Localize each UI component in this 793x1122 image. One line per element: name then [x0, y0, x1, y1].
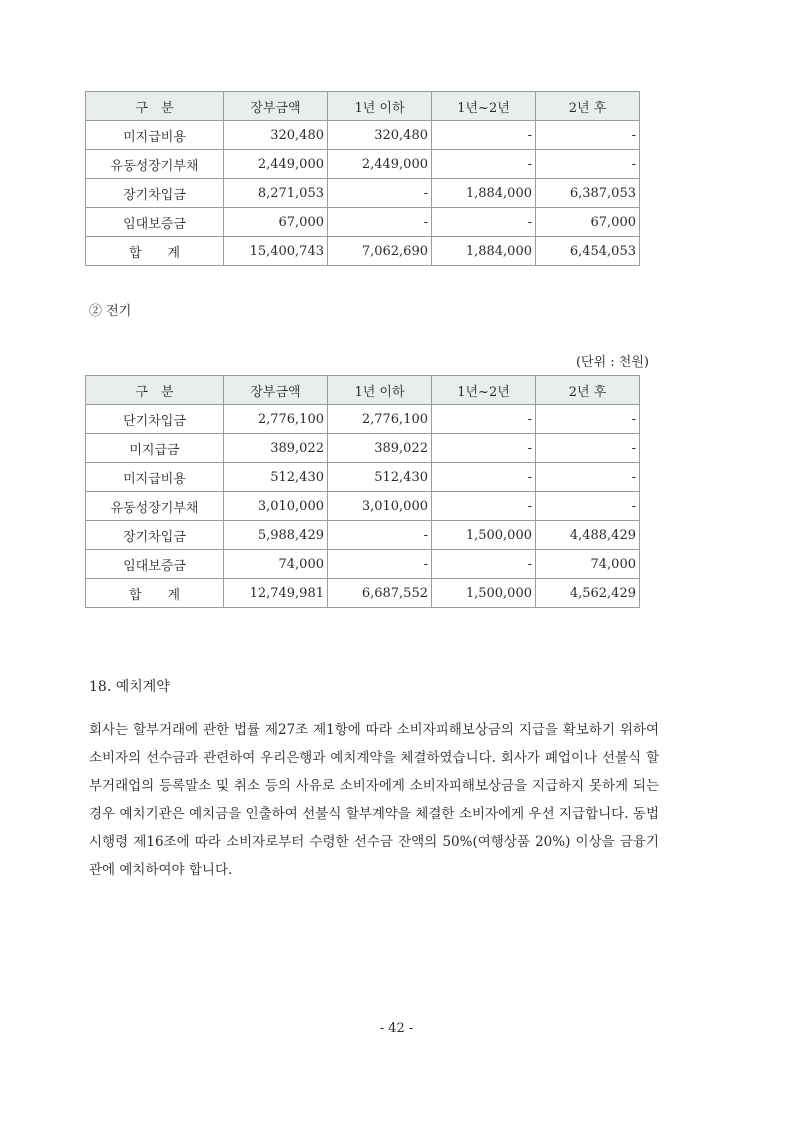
- table-cell: 67,000: [224, 208, 328, 237]
- table-header-row: [86, 92, 640, 121]
- financial-table-prior: [85, 375, 640, 608]
- table-cell: 4,562,429: [536, 579, 640, 608]
- table-cell: -: [536, 150, 640, 179]
- table-row: [86, 208, 640, 237]
- table-cell: 1,884,000: [432, 237, 536, 266]
- table-cell: 3,010,000: [224, 492, 328, 521]
- table-cell: 74,000: [224, 550, 328, 579]
- table-row: [86, 463, 640, 492]
- header-cell: 2년 후: [536, 376, 640, 405]
- table-row: [86, 405, 640, 434]
- row-label: 미지급비용: [86, 463, 224, 492]
- table-cell: -: [432, 550, 536, 579]
- table-cell: -: [432, 463, 536, 492]
- table-cell: -: [432, 405, 536, 434]
- header-cell: 구 분: [86, 92, 224, 121]
- body-paragraph: 회사는 할부거래에 관한 법률 제27조 제1항에 따라 소비자피해보상금의 지급을 확보하기 위하여 소비자의 선수금과 관련하여 우리은행과 예치계약을 체결하였습니다. 회사가 폐업이나 선불식 할부거래업의 등록말소 및 취소 등의 사유로 소비자에게 소비자피해보상금을 지급하지 못하게 되는 경우 예치기관은 예치금을 인출하여 선불식 할부계약을 체결한 소비자에게 우선 지급합니다. 동법 시행령 제16조에 따라 소비자로부터 수령한 선수금 잔액의 50%(여행상품 20%) 이상을 금융기관에 예치하여야 합니다.: [89, 722, 659, 878]
- table-cell: 7,062,690: [328, 237, 432, 266]
- row-label: 미지급비용: [86, 121, 224, 150]
- table-cell: 5,988,429: [224, 521, 328, 550]
- table-cell: 2,449,000: [224, 150, 328, 179]
- table-cell: -: [536, 405, 640, 434]
- row-label: 임대보증금: [86, 208, 224, 237]
- table-row: [86, 492, 640, 521]
- header-cell: 1년~2년: [432, 376, 536, 405]
- table-cell: 2,776,100: [328, 405, 432, 434]
- table-cell: -: [432, 121, 536, 150]
- row-label: 장기차입금: [86, 521, 224, 550]
- table-cell: -: [328, 179, 432, 208]
- financial-table-current: [85, 91, 640, 266]
- table-cell: -: [536, 463, 640, 492]
- row-label: 미지급금: [86, 434, 224, 463]
- table-cell: 389,022: [224, 434, 328, 463]
- table-cell: 4,488,429: [536, 521, 640, 550]
- table-cell: 1,500,000: [432, 521, 536, 550]
- table-row: [86, 179, 640, 208]
- table-cell: -: [536, 121, 640, 150]
- table-cell: 6,387,053: [536, 179, 640, 208]
- table-header-row: [86, 376, 640, 405]
- table-cell: 8,271,053: [224, 179, 328, 208]
- table-cell: -: [432, 150, 536, 179]
- subheading-prior-year: ② 전기: [89, 304, 132, 319]
- table-cell: 3,010,000: [328, 492, 432, 521]
- table-cell: 6,687,552: [328, 579, 432, 608]
- table-row: [86, 550, 640, 579]
- header-cell: 장부금액: [224, 92, 328, 121]
- header-cell: 1년 이하: [328, 376, 432, 405]
- table-row: [86, 521, 640, 550]
- table-cell: -: [536, 434, 640, 463]
- table-cell: 74,000: [536, 550, 640, 579]
- table-row: [86, 434, 640, 463]
- header-cell: 2년 후: [536, 92, 640, 121]
- row-label: 장기차입금: [86, 179, 224, 208]
- table-cell: 12,749,981: [224, 579, 328, 608]
- table-cell: 2,776,100: [224, 405, 328, 434]
- row-label: 유동성장기부채: [86, 492, 224, 521]
- section-title: 18. 예치계약: [89, 679, 170, 695]
- row-label: 합 계: [86, 237, 224, 266]
- table-cell: 1,884,000: [432, 179, 536, 208]
- row-label: 임대보증금: [86, 550, 224, 579]
- table-cell: 512,430: [224, 463, 328, 492]
- table-row: [86, 121, 640, 150]
- table-cell: -: [328, 208, 432, 237]
- page-number: - 42 -: [379, 1021, 414, 1036]
- table-cell: -: [328, 521, 432, 550]
- header-cell: 장부금액: [224, 376, 328, 405]
- table-cell: -: [328, 550, 432, 579]
- table-cell: 1,500,000: [432, 579, 536, 608]
- table-cell: -: [432, 208, 536, 237]
- table-cell: 15,400,743: [224, 237, 328, 266]
- table-cell: -: [536, 492, 640, 521]
- table-row: [86, 150, 640, 179]
- table-cell: 320,480: [328, 121, 432, 150]
- table-cell: 320,480: [224, 121, 328, 150]
- header-cell: 1년 이하: [328, 92, 432, 121]
- row-label: 단기차입금: [86, 405, 224, 434]
- table-cell: 389,022: [328, 434, 432, 463]
- header-cell: 구 분: [86, 376, 224, 405]
- row-label: 유동성장기부채: [86, 150, 224, 179]
- table-total-row: [86, 237, 640, 266]
- table-cell: 2,449,000: [328, 150, 432, 179]
- unit-label: (단위 : 천원): [575, 355, 649, 370]
- table-total-row: [86, 579, 640, 608]
- row-label: 합 계: [86, 579, 224, 608]
- table-cell: -: [432, 492, 536, 521]
- table-cell: 512,430: [328, 463, 432, 492]
- table-cell: 6,454,053: [536, 237, 640, 266]
- table-cell: 67,000: [536, 208, 640, 237]
- header-cell: 1년~2년: [432, 92, 536, 121]
- table-cell: -: [432, 434, 536, 463]
